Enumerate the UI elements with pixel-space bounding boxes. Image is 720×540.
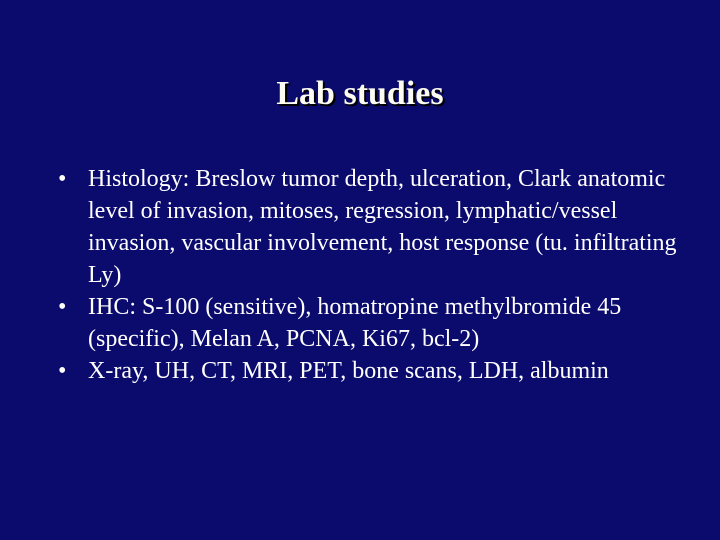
bullet-list [58, 163, 678, 387]
bullet-marker: • [58, 166, 67, 192]
bullet-item-histology [58, 163, 678, 291]
bullet-text: X-ray, UH, CT, MRI, PET, bone scans, LDH, albumin [88, 358, 609, 384]
bullet-item-imaging [58, 355, 678, 387]
bullet-marker: • [58, 358, 67, 384]
bullet-text: IHC: S-100 (sensitive), homatropine methylbromide 45 (specific), Melan A, PCNA, Ki67, bcl-2) [88, 294, 622, 352]
bullet-text: Histology: Breslow tumor depth, ulceration, Clark anatomic level of invasion, mitoses, regression, lymphatic/vessel invasion, vascular involvement, host response (tu. infiltrating Ly) [88, 166, 677, 288]
bullet-marker: • [58, 294, 67, 320]
slide-title: Lab studies [276, 75, 444, 112]
bullet-item-ihc [58, 291, 678, 355]
